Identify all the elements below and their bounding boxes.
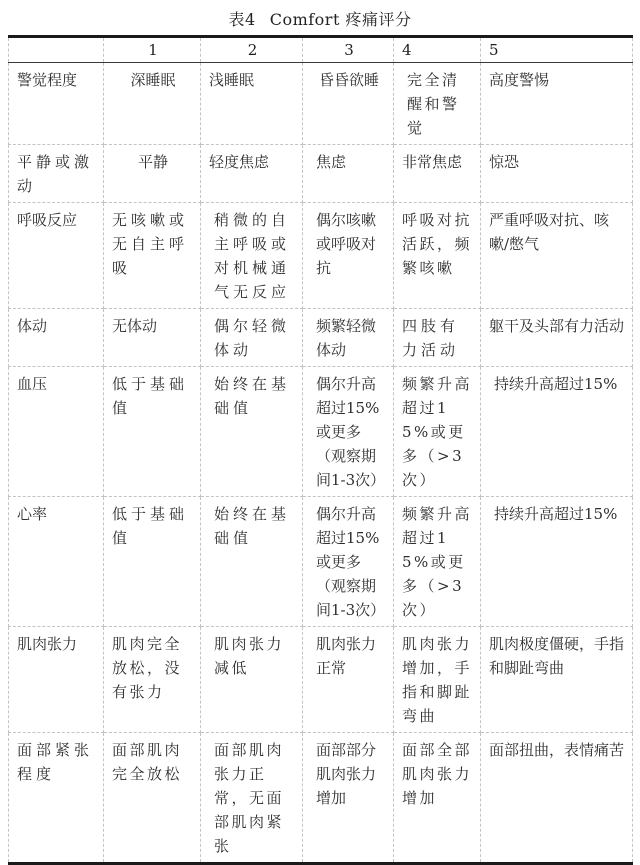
score-cell: 持续升高超过15% <box>481 367 633 497</box>
table-row-body-movement <box>9 309 633 367</box>
table-caption <box>0 9 640 31</box>
score-cell: 焦虑 <box>303 145 394 203</box>
score-cell: 平静 <box>104 145 201 203</box>
score-cell: 频繁轻微体动 <box>303 309 394 367</box>
table-row-muscle-tone <box>9 627 633 733</box>
score-cell: 面部扭曲，表情痛苦 <box>481 733 633 864</box>
score-cell: 偶尔升高超过15%或更多（观察期间1-3次） <box>303 367 394 497</box>
score-cell: 稍微的自主呼吸或对机械通气无反应 <box>201 203 303 309</box>
score-cell: 昏昏欲睡 <box>303 63 394 145</box>
row-label: 警觉程度 <box>9 63 104 145</box>
header-score-3: 3 <box>303 37 394 63</box>
score-cell: 无咳嗽或无自主呼吸 <box>104 203 201 309</box>
table-row-calmness-agitation <box>9 145 633 203</box>
score-cell: 躯干及头部有力活动 <box>481 309 633 367</box>
score-cell: 肌肉张力增加，手指和脚趾弯曲 <box>394 627 481 733</box>
header-row <box>9 37 633 63</box>
header-score-5: 5 <box>481 37 633 63</box>
score-cell: 持续升高超过15% <box>481 497 633 627</box>
score-cell: 面部肌肉完全放松 <box>104 733 201 864</box>
score-cell: 肌肉张力减低 <box>201 627 303 733</box>
table-row-heart-rate <box>9 497 633 627</box>
score-cell: 频繁升高超过15%或更多（>3次） <box>394 497 481 627</box>
row-label: 体动 <box>9 309 104 367</box>
row-label: 血压 <box>9 367 104 497</box>
table-row-blood-pressure <box>9 367 633 497</box>
score-cell: 偶尔轻微体动 <box>201 309 303 367</box>
score-cell: 偶尔咳嗽或呼吸对抗 <box>303 203 394 309</box>
score-cell: 严重呼吸对抗、咳嗽/憋气 <box>481 203 633 309</box>
score-cell: 偶尔升高超过15%或更多（观察期间1-3次） <box>303 497 394 627</box>
score-cell: 肌肉完全放松，没有张力 <box>104 627 201 733</box>
score-cell: 面部部分肌肉张力增加 <box>303 733 394 864</box>
row-label: 面部紧张程度 <box>9 733 104 864</box>
score-cell: 面部全部肌肉张力增加 <box>394 733 481 864</box>
score-cell: 低于基础值 <box>104 367 201 497</box>
table-row-alertness <box>9 63 633 145</box>
table-title: Comfort 疼痛评分 <box>269 10 412 29</box>
score-cell: 无体动 <box>104 309 201 367</box>
score-cell: 肌肉极度僵硬，手指和脚趾弯曲 <box>481 627 633 733</box>
row-label: 肌肉张力 <box>9 627 104 733</box>
score-cell: 始终在基础值 <box>201 497 303 627</box>
table-row-respiratory-response <box>9 203 633 309</box>
header-score-1: 1 <box>104 37 201 63</box>
score-cell: 肌肉张力正常 <box>303 627 394 733</box>
row-label: 呼吸反应 <box>9 203 104 309</box>
score-cell: 面部肌肉张力正常，无面部肌肉紧张 <box>201 733 303 864</box>
header-score-4: 4 <box>394 37 481 63</box>
score-cell: 呼吸对抗活跃，频繁咳嗽 <box>394 203 481 309</box>
table-number: 表4 <box>228 10 256 29</box>
score-cell: 惊恐 <box>481 145 633 203</box>
score-cell: 高度警惕 <box>481 63 633 145</box>
score-cell: 始终在基础值 <box>201 367 303 497</box>
score-cell: 频繁升高超过15%或更多（>3次） <box>394 367 481 497</box>
row-label: 平静或激动 <box>9 145 104 203</box>
score-cell: 非常焦虑 <box>394 145 481 203</box>
header-score-2: 2 <box>201 37 303 63</box>
comfort-pain-score-table <box>8 35 633 865</box>
row-label: 心率 <box>9 497 104 627</box>
score-cell: 浅睡眠 <box>201 63 303 145</box>
score-cell: 轻度焦虑 <box>201 145 303 203</box>
score-cell: 四肢有力活动 <box>394 309 481 367</box>
header-item-cell <box>9 37 104 63</box>
score-cell: 低于基础值 <box>104 497 201 627</box>
table-row-facial-tension <box>9 733 633 864</box>
score-cell: 深睡眠 <box>104 63 201 145</box>
score-cell: 完全清醒和警觉 <box>394 63 481 145</box>
